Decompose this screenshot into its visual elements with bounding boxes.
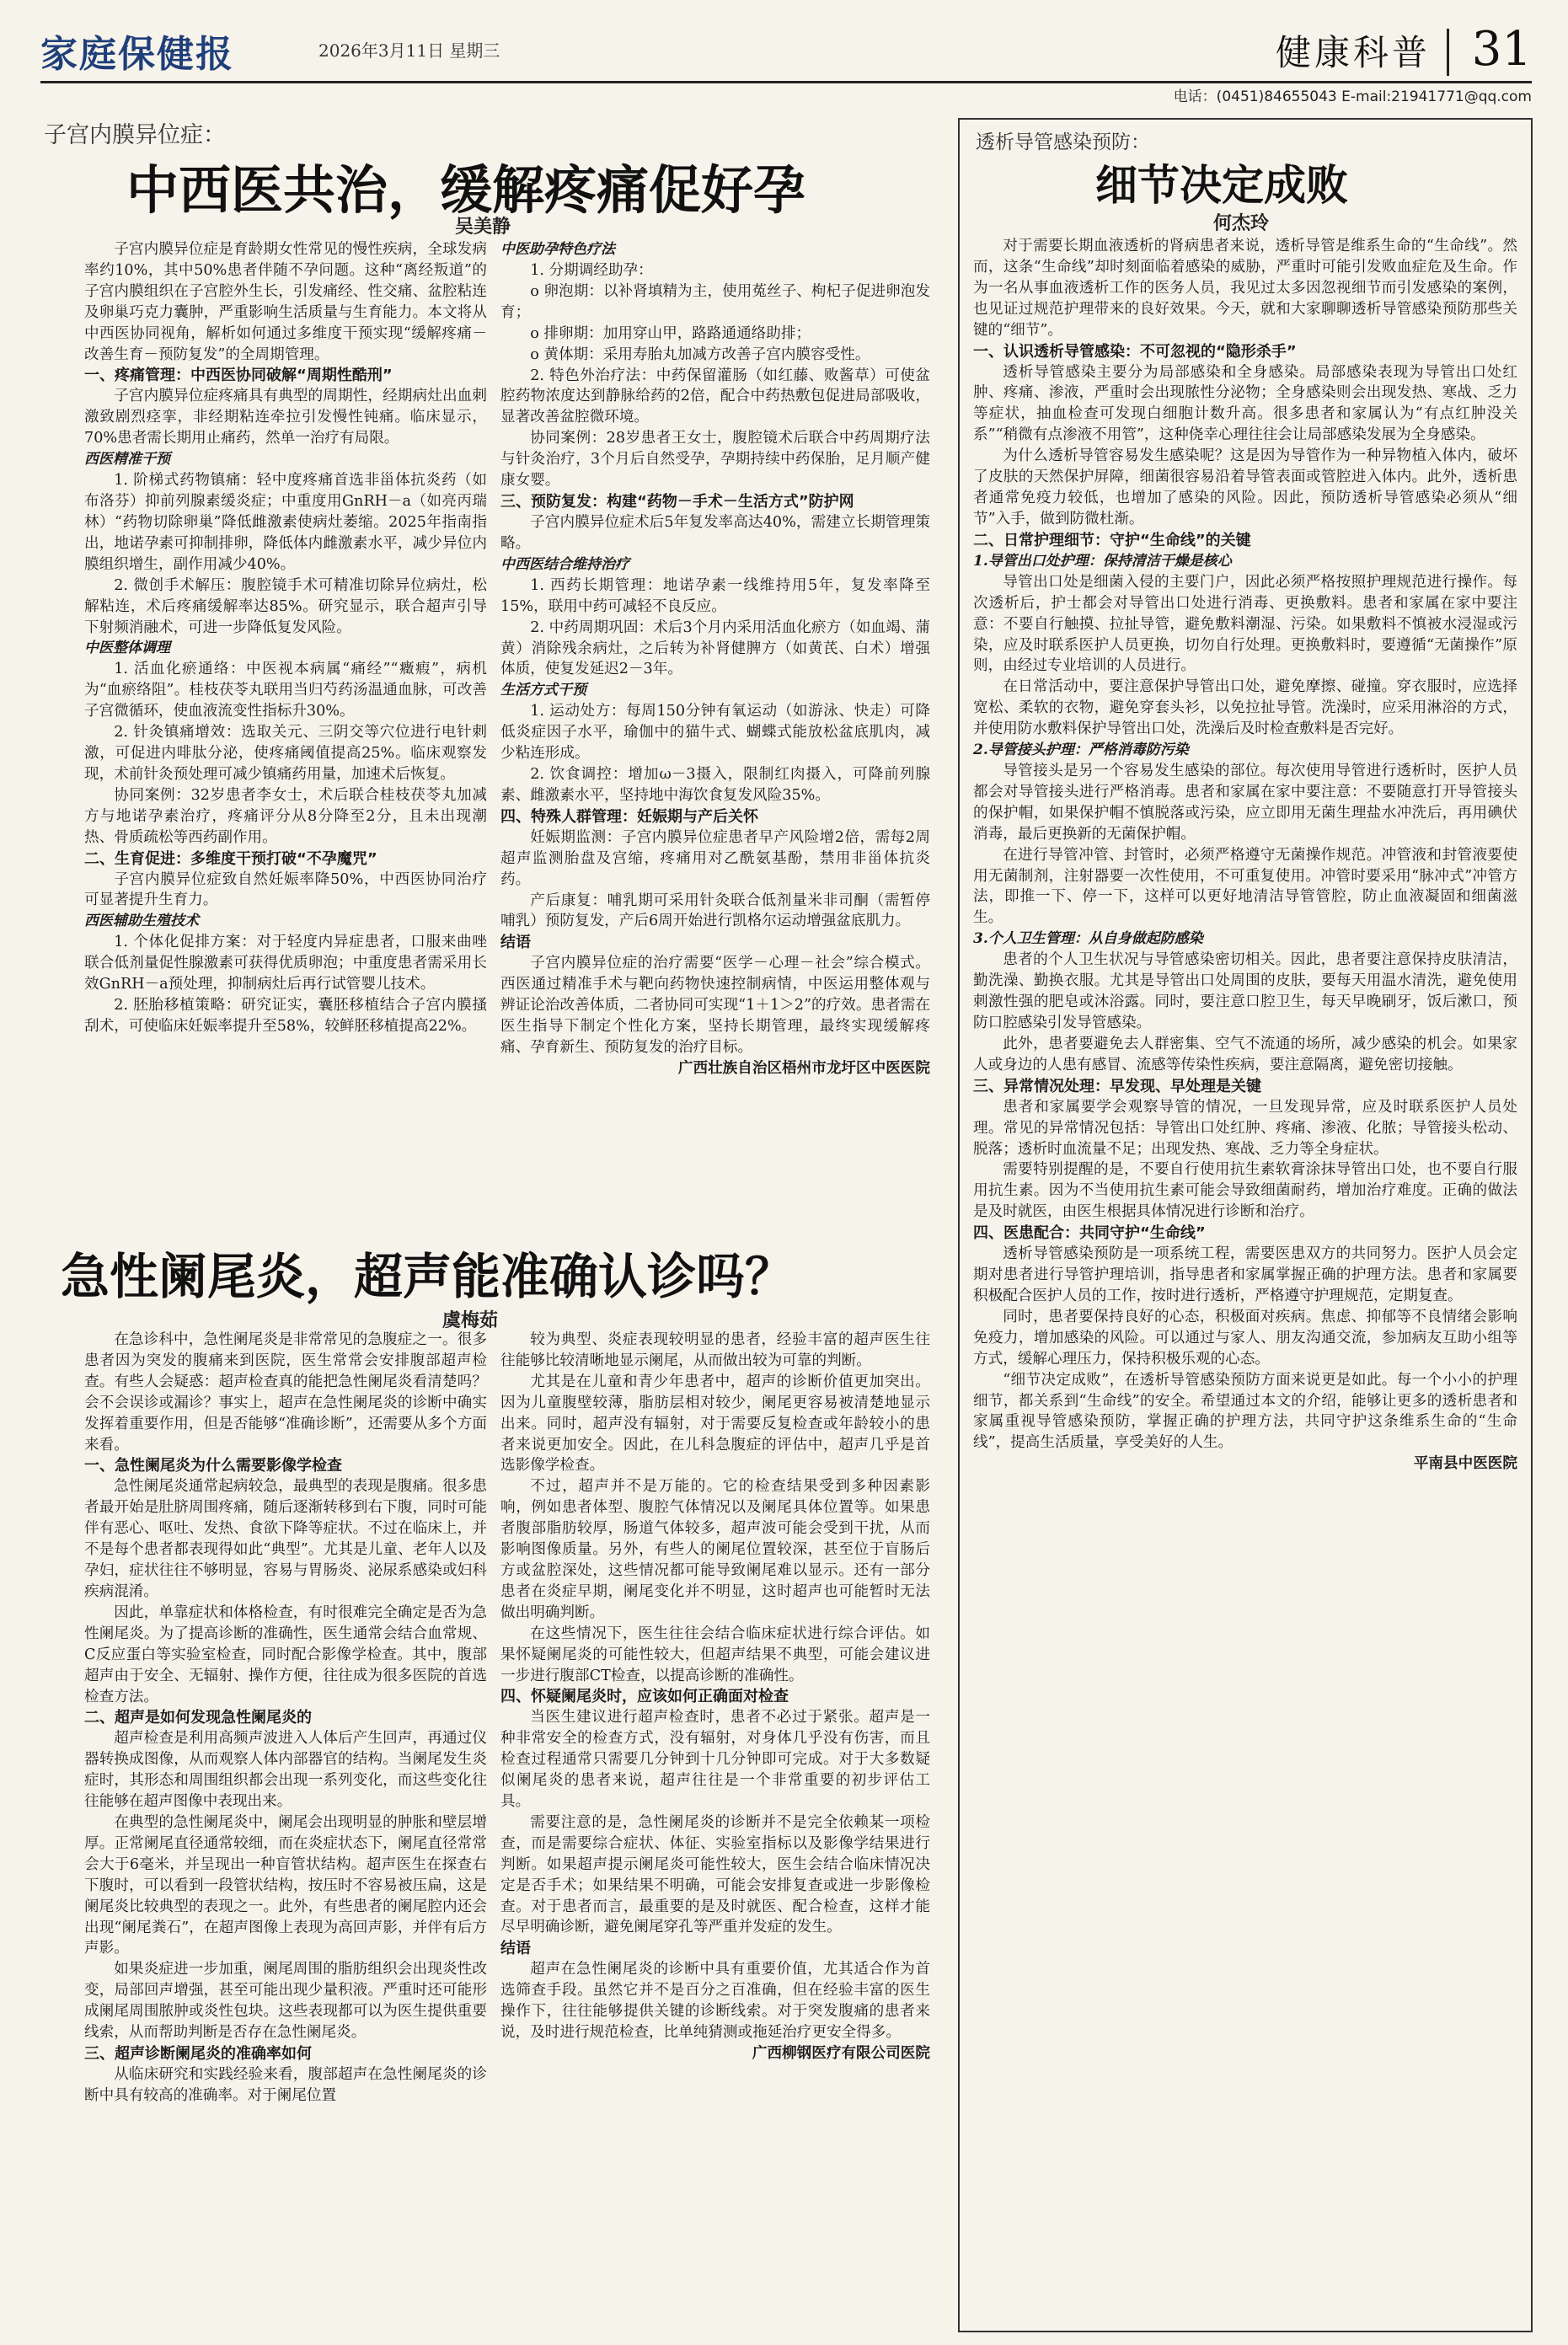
- a3-paragraph: 患者和家属要学会观察导管的情况，一旦发现异常，应及时联系医护人员处理。常见的异常情况包括：导管出口处红肿、疼痛、渗液、化脓；导管接头松动、脱落；透析时血流量不足；出现发热、寒战、乏力等全身症状。: [973, 1098, 1517, 1158]
- a1-section-heading: 三、预防复发：构建“药物－手术－生活方式”防护网: [500, 492, 854, 511]
- a2-paragraph: 因此，单靠症状和体格检查，有时很难完全确定是否为急性阑尾炎。为了提高诊断的准确性，医生通常会结合血常规、C反应蛋白等实验室检查，同时配合影像学检查。其中，腹部超声由于安全、无辐射、操作方便，往往成为很多医院的首选检查方法。: [84, 1603, 487, 1705]
- a2-paragraph: 在这些情况下，医生往往会结合临床症状进行综合评估。如果怀疑阑尾炎的可能性较大，但超声结果不典型，可能会建议进一步进行腹部CT检查，以提高诊断的准确性。: [500, 1625, 930, 1684]
- a3-paragraph: 对于需要长期血液透析的肾病患者来说，透析导管是维系生命的“生命线”。然而，这条“生命线”却时刻面临着感染的威胁，严重时可能引发败血症危及生命。作为一名从事血液透析工作的医务人员，我见过太多因忽视细节而引发感染的案例，也见证过规范护理带来的良好效果。今天，就和大家聊聊透析导管感染预防那些关键的“细节”。: [973, 238, 1517, 339]
- a1-paragraph: 协同案例：32岁患者李女士，术后联合桂枝茯苓丸加减方与地诺孕素治疗，疼痛评分从8分降至2分，且未出现潮热、骨质疏松等西药副作用。: [84, 786, 487, 846]
- a1-kicker: 子宫内膜异位症：: [44, 122, 226, 148]
- a2-author: 虞梅茹: [442, 1309, 499, 1331]
- a1-section-heading: 四、特殊人群管理：妊娠期与产后关怀: [500, 807, 758, 826]
- a1-subheading: 西医辅助生殖技术: [84, 913, 199, 930]
- a1-paragraph: o 排卵期：加用穿山甲，路路通通络助排；: [530, 324, 811, 342]
- a2-paragraph: 在急诊科中，急性阑尾炎是非常常见的急腹症之一。很多患者因为突发的腹痛来到医院，医生常常会安排腹部超声检查。有些人会疑惑：超声检查真的能把急性阑尾炎看清楚吗？会不会误诊或漏诊？事实上，超声在急性阑尾炎的诊断中确实发挥着重要作用，但是否能够“准确诊断”，还需要从多个方面来看。: [84, 1331, 487, 1454]
- header-rule: [40, 81, 1532, 83]
- a1-column-2: [500, 239, 930, 1223]
- a1-paragraph: 子宫内膜异位症是育龄期女性常见的慢性疾病，全球发病率约10%，其中50%患者伴随不孕问题。这种“离经叛道”的子宫内膜组织在子宫腔外生长，引发痛经、性交痛、盆腔粘连及卵巢巧克力囊肿，严重影响生活质量与生育能力。本文将从中西医协同视角，解析如何通过多维度干预实现“缓解疼痛－改善生育－预防复发”的全周期管理。: [84, 241, 487, 363]
- contact-line: 电话：(0451)84655043 E-mail:21941771@qq.com: [1173, 88, 1532, 105]
- a2-paragraph: 超声在急性阑尾炎的诊断中具有重要价值，尤其适合作为首选筛查手段。虽然它并不是百分之百准确，但在经验丰富的医生操作下，往往能够提供关键的诊断线索。对于突发腹痛的患者来说，及时进行规范检查，比单纯猜测或拖延治疗更安全得多。: [500, 1961, 930, 2042]
- a3-column-1: [973, 236, 1517, 2324]
- a3-paragraph: 导管接头是另一个容易发生感染的部位。每次使用导管进行透析时，医护人员都会对导管接头进行严格消毒。患者和家属在家中要注意：不要随意打开导管接头的保护帽，如果保护帽不慎脱落或污染，应立即用无菌生理盐水冲洗后，再用碘伏消毒，最后更换新的无菌保护帽。: [973, 763, 1517, 843]
- a2-column-1: [84, 1330, 487, 2332]
- a2-section-heading: 四、怀疑阑尾炎时，应该如何正确面对检查: [500, 1688, 789, 1706]
- a1-paragraph: 子宫内膜异位症术后5年复发率高达40%，需建立长期管理策略。: [500, 513, 930, 552]
- a3-paragraph: 同时，患者要保持良好的心态，积极面对疾病。焦虑、抑郁等不良情绪会影响免疫力，增加感染的风险。可以通过与家人、朋友沟通交流，参加病友互助小组等方式，缓解心理压力，保持积极乐观的心态。: [973, 1308, 1517, 1368]
- a3-section-heading: 二、日常护理细节：守护“生命线”的关键: [973, 531, 1251, 549]
- a2-section-heading: 一、急性阑尾炎为什么需要影像学检查: [84, 1457, 342, 1475]
- a1-paragraph: 1. 分期调经助孕：: [530, 262, 653, 279]
- a1-paragraph: 2. 饮食调控：增加ω－3摄入，限制红肉摄入，可降前列腺素、雌激素水平，坚持地中海饮食复发风险35%。: [500, 766, 930, 804]
- a1-paragraph: 产后康复：哺乳期可采用针灸联合低剂量米非司酮（需暂停哺乳）预防复发，产后6周开始进行凯格尔运动增强盆底肌力。: [500, 891, 930, 930]
- a1-headline: 中西医共治，缓解疼痛促好孕: [126, 159, 806, 221]
- page-number: 31: [1471, 22, 1532, 77]
- section-name: 健康科普: [1275, 32, 1431, 73]
- a2-headline: 急性阑尾炎，超声能准确认诊吗？: [61, 1248, 795, 1305]
- a2-paragraph: 较为典型、炎症表现较明显的患者，经验丰富的超声医生往往能够比较清晰地显示阑尾，从而做出较为可靠的判断。: [500, 1331, 930, 1369]
- a1-paragraph: 2. 针灸镇痛增效：选取关元、三阴交等穴位进行电针刺激，可促进内啡肽分泌，使疼痛阈值提高25%。临床观察发现，术前针灸预处理可减少镇痛药用量，加速术后恢复。: [84, 724, 487, 783]
- a2-paragraph: 急性阑尾炎通常起病较急，最典型的表现是腹痛。很多患者最开始是肚脐周围疼痛，随后逐渐转移到右下腹，同时可能伴有恶心、呕吐、发热、食欲下降等症状。不过在临床上，并不是每个患者都表现得如此“典型”。尤其是儿童、老年人以及孕妇，症状往往不够明显，容易与胃肠炎、泌尿系感染或妇科疾病混淆。: [84, 1478, 487, 1600]
- a1-paragraph: o 卵泡期：以补肾填精为主，使用菟丝子、枸杞子促进卵泡发育；: [500, 282, 930, 321]
- a2-column-2: [500, 1330, 930, 2332]
- a3-organization: 平南县中医医院: [1413, 1455, 1517, 1473]
- a3-section-heading: 三、异常情况处理：早发现、早处理是关键: [973, 1077, 1261, 1095]
- a1-paragraph: 2. 微创手术解压：腹腔镜手术可精准切除异位病灶，松解粘连，术后疼痛缓解率达85%。研究显示，联合超声引导下射频消融术，可进一步降低复发风险。: [84, 576, 487, 636]
- a2-paragraph: 当医生建议进行超声检查时，患者不必过于紧张。超声是一种非常安全的检查方式，没有辐射，对身体几乎没有伤害，而且检查过程通常只需要几分钟到十几分钟即可完成。对于大多数疑似阑尾炎的患者来说，超声往往是一个非常重要的初步评估工具。: [500, 1709, 930, 1811]
- a1-paragraph: 1. 阶梯式药物镇痛：轻中度疼痛首选非甾体抗炎药（如布洛芬）抑前列腺素缓炎症；中重度用GnRH－a（如亮丙瑞林）“药物切除卵巢”降低雌激素使病灶萎缩。2025年指南指出，地诺孕素可抑制排卵，降低体内雌激素水平，减少异位内膜组织增生，副作用减少40%。: [84, 472, 487, 573]
- a1-section-heading: 结语: [500, 934, 531, 952]
- a1-column-1: [84, 239, 487, 1207]
- issue-date: 2026年3月11日 星期三: [318, 40, 500, 61]
- a3-section-heading: 四、医患配合：共同守护“生命线”: [973, 1224, 1206, 1243]
- a1-paragraph: 子宫内膜异位症的治疗需要“医学－心理－社会”综合模式。西医通过精准手术与靶向药物快速控制病情，中医运用整体观与辨证论治改善体质，二者协同可实现“1＋1＞2”的疗效。患者需在医生指导下制定个性化方案，坚持长期管理，最终实现缓解疼痛、孕育新生、预防复发的治疗目标。: [500, 955, 930, 1056]
- a1-subheading: 生活方式干预: [500, 682, 586, 699]
- a1-subheading: 中医整体调理: [84, 640, 170, 657]
- a3-author: 何杰玲: [1213, 212, 1270, 234]
- a2-paragraph: 如果炎症进一步加重，阑尾周围的脂肪组织会出现炎性改变，局部回声增强，甚至可能出现少量积液。严重时还可能形成阑尾周围脓肿或炎性包块。这些表现都可以为医生提供重要线索，从而帮助判断是否存在急性阑尾炎。: [84, 1961, 487, 2042]
- a2-section-heading: 二、超声是如何发现急性阑尾炎的: [84, 1709, 312, 1727]
- a2-paragraph: 在典型的急性阑尾炎中，阑尾会出现明显的肿胀和壁层增厚。正常阑尾直径通常较细，而在炎症状态下，阑尾直径常常会大于6毫米，并呈现出一种盲管状结构。超声医生在探查右下腹时，可以看到一段管状结构，按压时不容易被压扁，这是阑尾炎比较典型的表现之一。此外，有些患者的阑尾腔内还会出现“阑尾粪石”，在超声图像上表现为高回声影，并伴有后方声影。: [84, 1814, 487, 1957]
- a3-subheading: 2.导管接头护理：严格消毒防污染: [973, 742, 1189, 759]
- a1-paragraph: o 黄体期：采用寿胎丸加减方改善子宫内膜容受性。: [530, 345, 870, 363]
- a1-paragraph: 1. 活血化瘀通络：中医视本病属“痛经”“癥瘕”，病机为“血瘀络阻”。桂枝茯苓丸联用当归芍药汤温通血脉，可改善子宫微循环，使血液流变性指标升30%。: [84, 661, 487, 720]
- a1-paragraph: 1. 个体化促排方案：对于轻度内异症患者，口服来曲唑联合低剂量促性腺激素可获得优质卵泡；中重度患者需采用长效GnRH－a预处理，抑制病灶后再行试管婴儿技术。: [84, 934, 487, 993]
- a1-paragraph: 妊娠期监测：子宫内膜异位症患者早产风险增2倍，需每2周超声监测胎盘及宫缩，疼痛用对乙酰氨基酚，禁用非甾体抗炎药。: [500, 828, 930, 888]
- a1-paragraph: 子宫内膜异位症致自然妊娠率降50%，中西医协同治疗可显著提升生育力。: [84, 870, 487, 909]
- a1-section-heading: 二、生育促进：多维度干预打破“不孕魔咒”: [84, 849, 377, 868]
- a1-paragraph: 协同案例：28岁患者王女士，腹腔镜术后联合中药周期疗法与针灸治疗，3个月后自然受孕，孕期持续中药保胎，足月顺产健康女婴。: [500, 430, 930, 490]
- a3-paragraph: 为什么透析导管容易发生感染呢？这是因为导管作为一种异物植入体内，破坏了皮肤的天然保护屏障，细菌很容易沿着导管表面或管腔进入体内。此外，透析患者通常免疫力较低，也增加了感染的风险。因此，预防透析导管感染必须从“细节”入手，做到防微杜渐。: [973, 447, 1517, 527]
- a3-paragraph: 在进行导管冲管、封管时，必须严格遵守无菌操作规范。冲管液和封管液要使用无菌制剂，注射器要一次性使用，不可重复使用。冲管时要采用“脉冲式”冲管方法，即推一下、停一下，这样可以更好地清洁导管管腔，防止血液凝固和细菌滋生。: [973, 846, 1517, 927]
- a1-author: 吴美静: [455, 216, 511, 238]
- a2-section-heading: 三、超声诊断阑尾炎的准确率如何: [84, 2045, 312, 2063]
- a3-paragraph: 导管出口处是细菌入侵的主要门户，因此必须严格按照护理规范进行操作。每次透析后，护士都会对导管出口处进行消毒、更换敷料。患者和家属在家中要注意：不要自行触摸、拉扯导管，避免敷料潮湿、污染。如果敷料不慎被水浸湿或污染，应及时联系医护人员更换，切勿自行处理。更换敷料时，要遵循“无菌操作”原则，由经过专业培训的人员进行。: [973, 573, 1517, 675]
- masthead-divider: [1447, 29, 1449, 76]
- a2-organization: 广西柳钢医疗有限公司医院: [752, 2045, 930, 2062]
- a3-paragraph: 需要特别提醒的是，不要自行使用抗生素软膏涂抹导管出口处，也不要自行服用抗生素。因为不当使用抗生素可能会导致细菌耐药，增加治疗难度。正确的做法是及时就医，由医生根据具体情况进行诊断和治疗。: [973, 1161, 1517, 1221]
- a3-subheading: 1.导管出口处护理：保持清洁干燥是核心: [973, 552, 1232, 570]
- a2-paragraph: 尤其是在儿童和青少年患者中，超声的诊断价值更加突出。因为儿童腹壁较薄，脂肪层相对较少，阑尾更容易被清楚地显示出来。同时，超声没有辐射，对于需要反复检查或年龄较小的患者来说更加安全。因此，在儿科急腹症的评估中，超声几乎是首选影像学检查。: [500, 1373, 930, 1475]
- a1-subheading: 中医助孕特色疗法: [500, 241, 615, 258]
- a3-subheading: 3.个人卫生管理：从自身做起防感染: [973, 930, 1203, 948]
- a1-paragraph: 2. 中药周期巩固：术后3个月内采用活血化瘀方（如血竭、蒲黄）消除残余病灶，之后转为补肾健脾方（如黄芪、白术）增强体质，使复发延迟2－3年。: [500, 618, 930, 678]
- a1-paragraph: 2. 特色外治疗法：中药保留灌肠（如红藤、败酱草）可使盆腔药物浓度达到静脉给药的2倍，配合中药热敷包促进局部吸收，显著改善盆腔微环境。: [500, 367, 930, 426]
- a3-paragraph: 患者的个人卫生状况与导管感染密切相关。因此，患者要注意保持皮肤清洁，勤洗澡、勤换衣服。尤其是导管出口处周围的皮肤，要每天用温水清洗，避免使用刺激性强的肥皂或沐浴露。同时，要注意口腔卫生，每天早晚刷牙，饭后漱口，预防口腔感染引发导管感染。: [973, 951, 1517, 1031]
- a3-paragraph: 此外，患者要避免去人群密集、空气不流通的场所，减少感染的机会。如果家人或身边的人患有感冒、流感等传染性疾病，要注意隔离，避免密切接触。: [973, 1035, 1517, 1073]
- paper-name: 家庭保健报: [40, 33, 234, 76]
- a1-section-heading: 一、疼痛管理：中西医协同破解“周期性酷刑”: [84, 367, 393, 385]
- a1-paragraph: 子宫内膜异位症疼痛具有典型的周期性，经期病灶出血刺激致剧烈痉挛，非经期粘连牵拉引发慢性钝痛。临床显示，70%患者需长期用止痛药，然单一治疗有局限。: [84, 388, 487, 447]
- a2-paragraph: 超声检查是利用高频声波进入人体后产生回声，再通过仪器转换成图像，从而观察人体内部器官的结构。当阑尾发生炎症时，其形态和周围组织都会出现一系列变化，而这些变化往往能够在超声图像中表现出来。: [84, 1730, 487, 1811]
- a1-subheading: 中西医结合维持治疗: [500, 555, 629, 573]
- a1-paragraph: 1. 运动处方：每周150分钟有氧运动（如游泳、快走）可降低炎症因子水平，瑜伽中的猫牛式、蝴蝶式能放松盆底肌肉，减少粘连形成。: [500, 703, 930, 763]
- a2-paragraph: 从临床研究和实践经验来看，腹部超声在急性阑尾炎的诊断中具有较高的准确率。对于阑尾位置: [84, 2066, 487, 2104]
- a2-section-heading: 结语: [500, 1940, 531, 1958]
- a1-paragraph: 2. 胚胎移植策略：研究证实，囊胚移植结合子宫内膜搔刮术，可使临床妊娠率提升至58%，较鲜胚移植提高22%。: [84, 997, 487, 1035]
- a1-organization: 广西壮族自治区梧州市龙圩区中医医院: [677, 1059, 930, 1077]
- a3-paragraph: “细节决定成败”，在透析导管感染预防方面来说更是如此。每一个小小的护理细节，都关系到“生命线”的安全。希望通过本文的介绍，能够让更多的透析患者和家属重视导管感染预防，掌握正确的护理方法，共同守护这条维系生命的“生命线”，提高生活质量，享受美好的人生。: [973, 1371, 1517, 1452]
- a3-kicker: 透析导管感染预防：: [976, 131, 1150, 153]
- a3-paragraph: 透析导管感染主要分为局部感染和全身感染。局部感染表现为导管出口处红肿、疼痛、渗液，严重时会出现脓性分泌物；全身感染则会出现发热、寒战、乏力等症状，抽血检查可发现白细胞计数升高。很多患者和家属认为“有点红肿没关系”“稍微有点渗液不用管”，这种侥幸心理往往会让局部感染发展为全身感染。: [973, 363, 1517, 444]
- a1-subheading: 西医精准干预: [84, 451, 170, 468]
- masthead: [40, 24, 1532, 79]
- a3-paragraph: 在日常活动中，要注意保护导管出口处，避免摩擦、碰撞。穿衣服时，应选择宽松、柔软的衣物，避免穿套头衫，以免拉扯导管。洗澡时，应采用淋浴的方式，并使用防水敷料保护导管出口处，洗澡后及时检查敷料是否完好。: [973, 678, 1517, 738]
- a3-section-heading: 一、认识透析导管感染：不可忽视的“隐形杀手”: [973, 342, 1297, 361]
- a2-paragraph: 需要注意的是，急性阑尾炎的诊断并不是完全依赖某一项检查，而是需要综合症状、体征、实验室指标以及影像学结果进行判断。如果超声提示阑尾炎可能性较大，医生会结合临床情况决定是否手术；如果结果不明确，可能会安排复查或进一步影像检查。对于患者而言，最重要的是及时就医、配合检查，这样才能尽早明确诊断，避免阑尾穿孔等严重并发症的发生。: [500, 1813, 930, 1936]
- a3-headline: 细节决定成败: [1095, 160, 1348, 210]
- a2-paragraph: 不过，超声并不是万能的。它的检查结果受到多种因素影响，例如患者体型、腹腔气体情况以及阑尾具体位置等。如果患者腹部脂肪较厚，肠道气体较多，超声波可能会受到干扰，从而影响图像质量。另外，有些人的阑尾位置较深，甚至位于盲肠后方或盆腔深处，这些情况都可能导致阑尾难以显示。还有一部分患者在炎症早期，阑尾变化并不明显，这时超声也可能暂时无法做出明确判断。: [500, 1478, 930, 1621]
- a3-paragraph: 透析导管感染预防是一项系统工程，需要医患双方的共同努力。医护人员会定期对患者进行导管护理培训，指导患者和家属掌握正确的护理方法。患者和家属要积极配合医护人员的工作，按时进行透析，严格遵守护理规范，定期复查。: [973, 1245, 1517, 1304]
- a1-paragraph: 1. 西药长期管理：地诺孕素一线维持用5年，复发率降至15%，联用中药可减轻不良反应。: [500, 576, 930, 615]
